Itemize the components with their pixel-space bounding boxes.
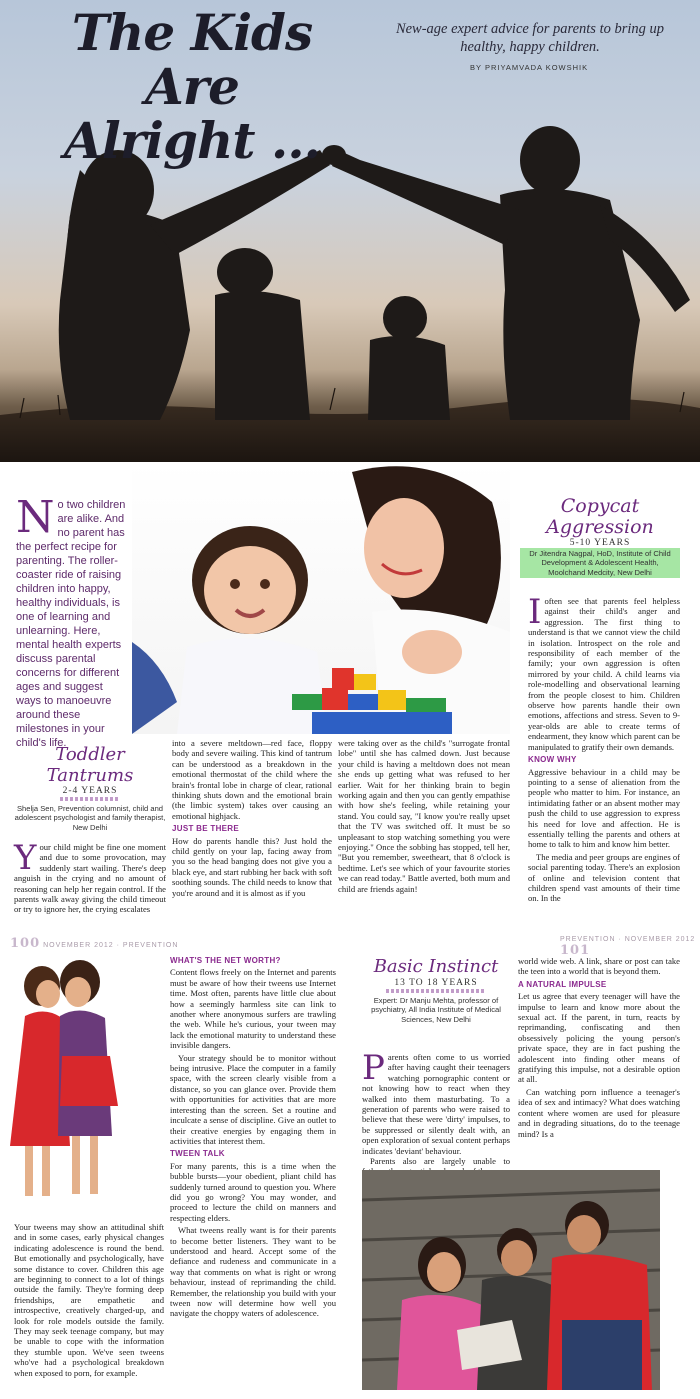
toddler-col3-p1: were taking over as the child's "surrogate frontal lobe" until she has calmed down. Just because your child is having a meltdown does not mean she ends up getting what was refused to her earlier. Wait for her thinking brain to begin working again and then you can gently empathise with how she's feeling, while retaining your stand. You could say, "I know you're really upset that the TV was switched off. It must be so unpleasant to stop watching something you were enjoying." Once the sobbing has stopped, tell her, "But you remember, sweetheart, that 8 o'clock is bedtime. Let's see which of your favourite stories we can read today." Battle averted, both mum and child are friends again! <box>338 738 510 894</box>
page-footer-left <box>10 936 178 951</box>
page-number-right: 101 <box>560 943 591 958</box>
article-title: The Kids Are Alright ... <box>63 3 321 170</box>
copycat-p3: The media and peer groups are engines of social parenting today. There's an explosion of online and television content that children spend vast amounts of their time on. In the <box>528 851 680 904</box>
toddler-p1: our child might be fine one moment and due to some provocation, may suddenly start wailing. There's deep anguish in the crying and no amount of reasoning can help her regain control. If the parents walk away giving the child timeout or try to ignore her, the crying escalates <box>14 842 166 915</box>
copycat-dropcap: I <box>528 592 542 632</box>
page-footer-right-text: PREVENTION · NOVEMBER 2012 <box>560 936 696 943</box>
byline: BY PRIYAMVADA KOWSHIK <box>470 63 589 72</box>
whispering-girls-photo <box>0 956 145 1206</box>
just-be-there-subhead: JUST BE THERE <box>172 824 240 834</box>
basic-section-header <box>362 956 510 1024</box>
copycat-age: 5-10 YEARS <box>569 538 631 548</box>
tween-p2: Your strategy should be to monitor without being intrusive. Place the computer in a family space, with the screen clearly visible from a distance, so you can glance over. Provide them with opportunities for activities that are more interesting than the screen. Set a routine and inculcate a sense of discipline. Give an outlet to their creative energies by engaging them in activities that interest them. <box>170 1052 336 1146</box>
page-number-left: 100 <box>10 936 41 951</box>
copycat-section-header <box>520 496 680 578</box>
toddler-age: 2-4 YEARS <box>62 786 118 796</box>
basic-col2-p1: world wide web. A link, share or post can take the teen into a world that is beyond them. <box>518 956 680 977</box>
toddler-col2-p2: How do parents handle this? Just hold the child gently on your lap, facing away from you so the head banging does not give you a black eye, and start rubbing her back with soft soothing sounds. The child needs to know that you're around and it is almost as if you <box>172 835 332 898</box>
toddler-section-header <box>14 744 166 832</box>
basic-col2-p3: Can watching porn influence a teenager's idea of sex and intimacy? What does watching content where women are used for pleasure and in degrading situations, do to the teenage mind? Is a <box>518 1086 680 1139</box>
tween-col1-text: Your tweens may show an attitudinal shift and in some cases, early physical changes indicating adolescence is round the bend. But emotionally and psychologically, have some distance to cover. Children this age are beginning to connect to a lot of things outside the family. They're forming deep friendships, are empathetic and introspective, creatively charged-up, and look for role models outside the family. They may seek teenage company, but may be unable to cope with the information they stumble upon. We've seen tweens who've had a psychological breakdown when exposed to porn, for example. <box>14 1222 164 1378</box>
toddler-dropcap: Y <box>14 838 37 878</box>
basic-col2-p2: Let us agree that every teenager will have the impulse to learn and know more about the sexual act. If the parent, in turn, reacts by reprimanding, confiscating and then obsessively policing the young person's private space, they are in fact pushing the adolescent into finding other means of gratifying this impulse, not a desirable option at all. <box>518 991 680 1085</box>
basic-col2 <box>518 956 680 1141</box>
page-footer-right <box>560 936 700 958</box>
hero-photo <box>0 0 700 462</box>
net-worth-subhead: WHAT'S THE NET WORTH? <box>170 956 281 965</box>
tween-p4: What tweens really want is for their parents to become better listeners. They want to be understood and heard. Accept some of the defiance and rudeness and communicate in a way that comments on what is right or wrong behaviour, instead of reprimanding the child. Remember, the relationship you build with your tween now will determine how well you navigate the choppy waters of adolescence. <box>170 1225 336 1319</box>
toddler-col2 <box>172 738 332 900</box>
toddler-expert: Shelja Sen, Prevention columnist, child and adolescent psychologist and family therapist, New Delhi <box>14 804 166 832</box>
copycat-p1: often see that parents feel helpless against their child's anger and aggression. The first thing to understand is that we cannot view the child in isolation. Introspect on the role and responsibility of each member of the family; your own aggression is often mirrored by your child. A child learns via role-modelling and observational learning from the people closest to him. Children observe how parents handle their own emotions, affections and stress. Seven to 9-year-olds are able to create terms of endearment, they know which parent can be manipulated to gratify their own demands. <box>528 596 680 752</box>
teenagers-photo <box>362 1170 660 1390</box>
tween-p1: Content flows freely on the Internet and parents must be aware of how their tweens use Internet time. Most often, parents have little clue about how a seemingly harmless site can link to another where anonymous surfers are trawling the web. While he's curious, your tween may lack the emotional maturity to understand these invisible dangers. <box>170 967 336 1051</box>
wave-divider-2 <box>386 989 486 993</box>
know-why-subhead: KNOW WHY <box>528 755 577 765</box>
basic-col1 <box>362 1048 510 1179</box>
natural-impulse-subhead: A NATURAL IMPULSE <box>518 979 607 989</box>
intro-dropcap: N <box>16 492 55 543</box>
basic-p2: Parents also are largely unable to <box>370 1156 510 1167</box>
intro-text: o two children are alike. And no parent has the perfect recipe for parenting. The roller-coaster ride of raising children into happy, healthy individuals, is one of learning and unlearning. Here, mental health experts discuss parental concerns for different ages and suggest ways to manoeuvre around these milestones in your child's life. <box>16 499 126 749</box>
toddler-heading: Toddler Tantrums <box>46 744 134 786</box>
copycat-p2: Aggressive behaviour in a child may be pointing to a sense of alienation from the people who matter to him. For instance, an intimidating father or an absent mother may push the child to use aggression to express his need for love and affection. He is essentially telling the parents and others at home to talk to him and know him better. <box>528 766 680 850</box>
wave-divider <box>60 797 120 801</box>
tween-col2 <box>170 956 336 1321</box>
basic-age: 13 TO 18 YEARS <box>394 978 478 988</box>
basic-heading: Basic Instinct <box>373 956 499 977</box>
article-subtitle: New-age expert advice for parents to bring up healthy, happy children. <box>395 21 665 55</box>
copycat-column <box>528 592 680 906</box>
mother-child-photo <box>132 462 510 734</box>
basic-p1: arents often come to us worried after having caught their teenagers watching pornographic content or not knowing how to react when they walked into them masturbating. To a generation of parents who were raised to believe that these were 'dirty' impulses, to be suppressed or silently dealt with, an open exploration of sexual content perhaps indicates 'deviant' behaviour. <box>362 1052 510 1156</box>
copycat-heading: Copycat Aggression <box>546 495 654 538</box>
tween-col1 <box>14 1222 164 1380</box>
intro-paragraph <box>16 492 128 750</box>
toddler-col2-p1: into a severe meltdown—red face, floppy body and severe wailing. This kind of tantrum can be understood as a breakdown in the emotional thermostat of the child where the brain's frontal lobe in charge of clear, rational thinking shuts down and the emotional brain (the limbic system) takes over causing an emotional highjack. <box>172 738 332 821</box>
toddler-col3 <box>338 738 510 896</box>
tween-p3: For many parents, this is a time when the bubble bursts—your obedient, pliant child has suddenly turned around to question you. Where did you go wrong? You may wonder, and proceed to lecture the child on manners and respecting elders. <box>170 1160 336 1223</box>
page-footer-left-text: NOVEMBER 2012 · PREVENTION <box>43 942 179 949</box>
tween-talk-subhead: TWEEN TALK <box>170 1149 225 1159</box>
basic-expert: Expert: Dr Manju Mehta, professor of psychiatry, All India Institute of Medical Sciences, New Delhi <box>371 996 501 1024</box>
copycat-expert: Dr Jitendra Nagpal, HoD, Institute of Child Development & Adolescent Health, Moolchand Medcity, New Delhi <box>520 548 680 578</box>
toddler-col1 <box>14 838 166 915</box>
basic-dropcap: P <box>362 1048 385 1088</box>
